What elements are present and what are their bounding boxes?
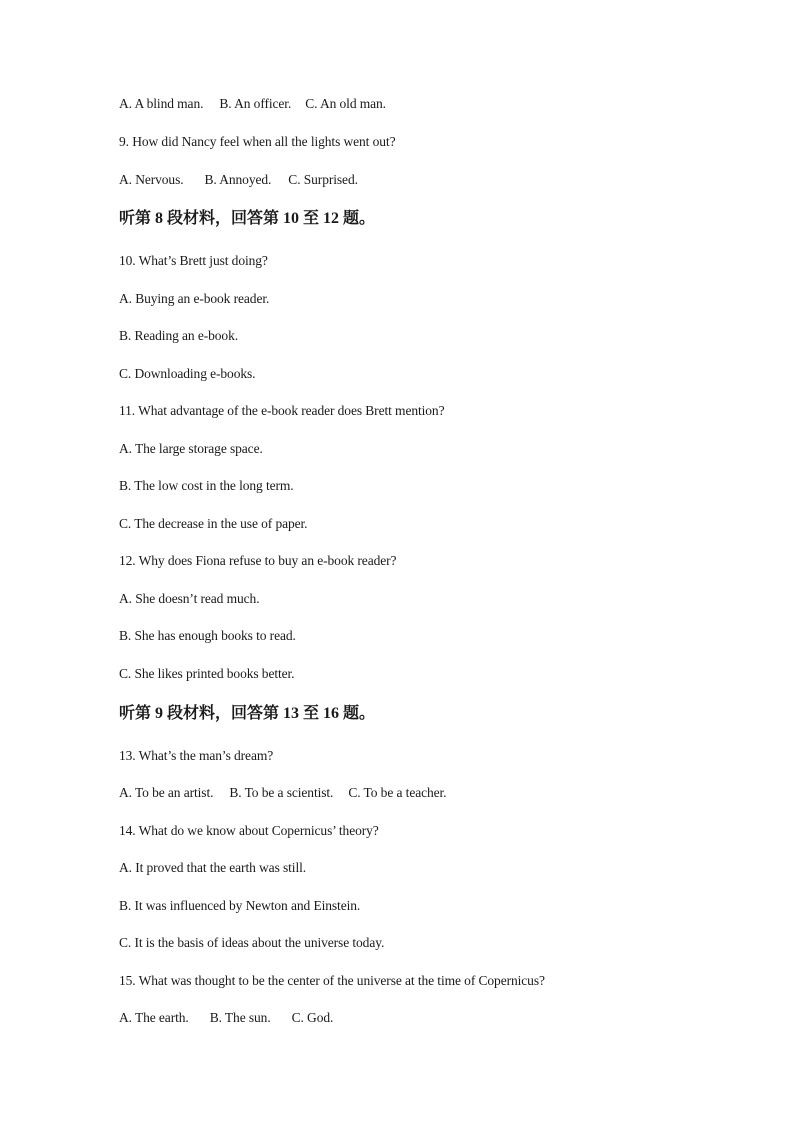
answer-option: A. Nervous. — [119, 172, 184, 187]
answer-option: C. She likes printed books better. — [119, 666, 295, 681]
answer-option: A. The earth. — [119, 1010, 189, 1025]
answer-option: C. To be a teacher. — [348, 785, 447, 800]
answer-option: A. To be an artist. — [119, 785, 214, 800]
answer-option: C. Surprised. — [288, 172, 358, 187]
question-text: 10. What’s Brett just doing? — [119, 253, 268, 268]
answer-option: C. An old man. — [305, 96, 386, 111]
section-heading: 听第 8 段材料，回答第 10 至 12 题。 — [119, 210, 376, 227]
answer-option: B. Reading an e-book. — [119, 328, 238, 343]
answer-option: B. To be a scientist. — [229, 785, 334, 800]
answer-option: B. An officer. — [219, 96, 292, 111]
question-text: 9. How did Nancy feel when all the lights went out? — [119, 134, 396, 149]
answer-option: A. The large storage space. — [119, 441, 263, 456]
answer-option: A. Buying an e-book reader. — [119, 291, 270, 306]
section-heading: 听第 9 段材料，回答第 13 至 16 题。 — [119, 705, 376, 722]
question-text: 15. What was thought to be the center of the universe at the time of Copernicus? — [119, 973, 545, 988]
question-text: 14. What do we know about Copernicus’ theory? — [119, 823, 379, 838]
answer-option: C. The decrease in the use of paper. — [119, 516, 308, 531]
answer-options-row — [119, 171, 358, 189]
answer-options-row — [119, 1009, 333, 1027]
answer-option: A. She doesn’t read much. — [119, 591, 260, 606]
question-text: 12. Why does Fiona refuse to buy an e-book reader? — [119, 553, 397, 568]
answer-option: A. A blind man. — [119, 96, 204, 111]
answer-option: B. Annoyed. — [204, 172, 272, 187]
answer-options-row — [119, 784, 446, 802]
answer-option: C. It is the basis of ideas about the universe today. — [119, 935, 385, 950]
answer-option: C. Downloading e-books. — [119, 366, 256, 381]
answer-options-row — [119, 95, 386, 113]
answer-option: A. It proved that the earth was still. — [119, 860, 307, 875]
answer-option: B. The low cost in the long term. — [119, 478, 294, 493]
answer-option: C. God. — [291, 1010, 334, 1025]
answer-option: B. The sun. — [209, 1010, 271, 1025]
answer-option: B. It was influenced by Newton and Einstein. — [119, 898, 361, 913]
question-text: 11. What advantage of the e-book reader does Brett mention? — [119, 403, 445, 418]
question-text: 13. What’s the man’s dream? — [119, 748, 274, 763]
answer-option: B. She has enough books to read. — [119, 628, 296, 643]
